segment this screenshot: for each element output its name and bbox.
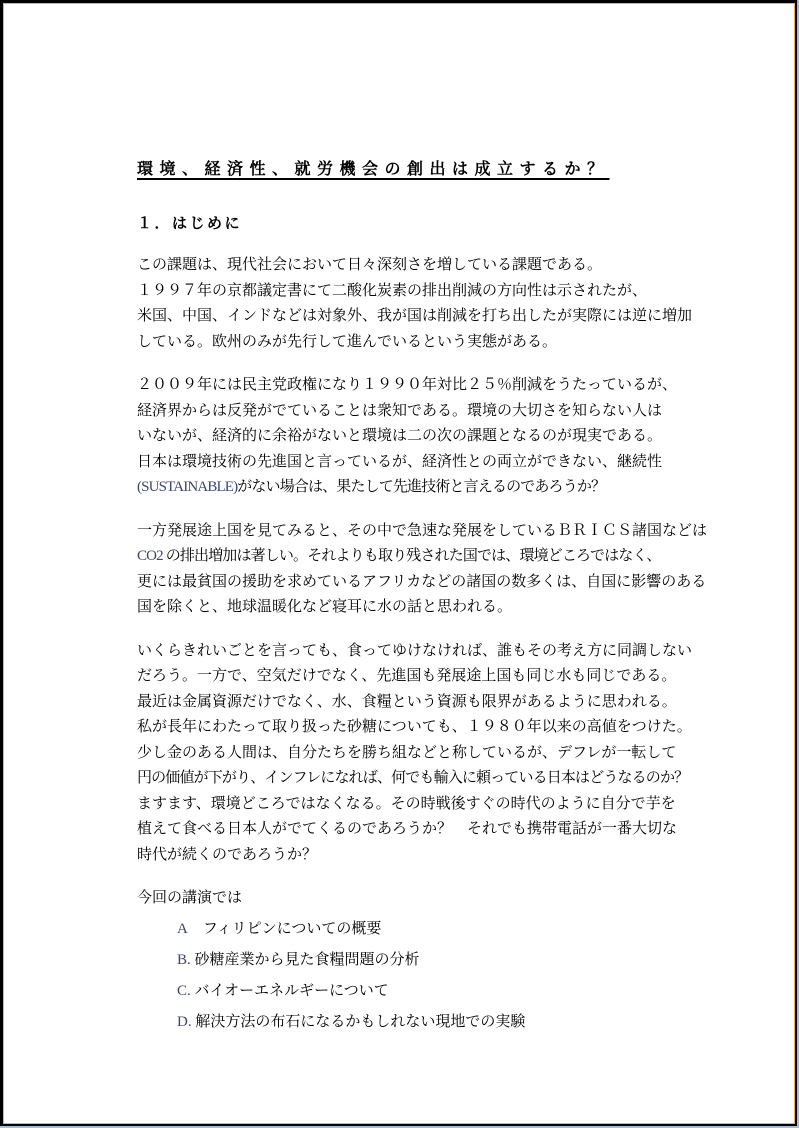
lecture-intro: 今回の講演では [137, 890, 243, 906]
document-content [137, 156, 727, 1038]
text-line: いないが、経済的に余裕がないと環境は二の次の課題となるのが現実である。 [137, 428, 663, 444]
body-paragraph [137, 373, 727, 501]
agenda-list [137, 914, 727, 1038]
text-line: (SUSTAINABLE)がない場合は、果たして先進技術と言えるのであろうか？ [137, 479, 606, 495]
text-line: 一方発展途上国を見てみると、その中で急速な発展をしているＢＲＩＣＳ諸国などは [137, 522, 708, 539]
text-line: 最近は金属資源だけでなく、水、食糧という資源も限界があるように思われる。 [137, 693, 677, 710]
text-line: だろう。一方で、空気だけでなく、先進国も発展途上国も同じ水も同じである。 [137, 668, 677, 684]
text-line: 日本は環境技術の先進国と言っているが、経済性との両立ができない、継続性 [137, 453, 663, 470]
text-line: CO2 の排出増加は著しい。それよりも取り残された国では、環境どころではなく、 [137, 548, 661, 564]
latin-text: A [177, 920, 188, 937]
text-line: 植えて食べる日本人がでてくるのであろうか？ それでも携帯電話が一番大切な [137, 821, 678, 837]
text-line: 更には最貧国の援助を求めているアフリカなどの諸国の数多くは、自国に影響のある [137, 573, 707, 590]
latin-text: C. [177, 982, 195, 999]
body-paragraph [137, 519, 727, 621]
agenda-item: D. 解決方法の布石になるかもしれない現地での実験 [177, 1013, 526, 1030]
body-paragraph [137, 253, 727, 355]
agenda-item: A フィリピンについての概要 [177, 920, 382, 937]
text-line: 米国、中国、インドなどは対象外、我が国は削減を打ち出したが実際には逆に増加 [137, 308, 693, 324]
text-line: ２００９年には民主党政権になり１９９０年対比２５％削減をうたっているが、 [137, 377, 678, 393]
latin-text: (SUSTAINABLE) [137, 479, 238, 495]
text-line: 円の価値が下がり、インフレになれば、何でも輸入に頼っている日本はどうなるのか？ [137, 770, 689, 786]
latin-text: CO2 [137, 548, 166, 564]
text-line: 時代が続くのであろうか？ [137, 846, 318, 863]
agenda-item: C. バイオーエネルギーについて [177, 982, 389, 999]
document-title: 環境、経済性、就労機会の創出は成立するか？ [137, 161, 610, 178]
text-line: している。欧州のみが先行して進んでいるという実態がある。 [137, 333, 558, 350]
text-line: この課題は、現代社会において日々深刻さを増している課題である。 [137, 257, 603, 273]
text-line: 少し金のある人間は、自分たちを勝ち組などと称しているが、デフレが一転して [137, 744, 677, 761]
latin-text: D. [177, 1013, 196, 1030]
document-page [3, 3, 795, 1124]
text-line: いくらきれいごとを言っても、食ってゆけなければ、誰もその考え方に同調しない [137, 642, 693, 659]
agenda-item: B. 砂糖産業から見た食糧問題の分析 [177, 951, 420, 968]
text-line: 私が長年にわたって取り扱った砂糖についても、１９８０年以来の高値をつけた。 [137, 719, 692, 735]
body-paragraph [137, 639, 727, 869]
body-paragraphs [137, 253, 727, 868]
text-line: １９９７年の京都議定書にて二酸化炭素の排出削減の方向性は示されたが、 [137, 282, 648, 299]
section-heading: １．はじめに [137, 216, 243, 232]
text-line: 経済界からは反発がでていることは衆知である。環境の大切さを知らない人は [137, 402, 663, 419]
text-line: ますます、環境どころではなくなる。その時戦後すぐの時代のように自分で芋を [137, 795, 676, 812]
text-line: 国を除くと、地球温暖化など寝耳に水の話と思われる。 [137, 599, 513, 615]
latin-text: B. [177, 951, 195, 968]
